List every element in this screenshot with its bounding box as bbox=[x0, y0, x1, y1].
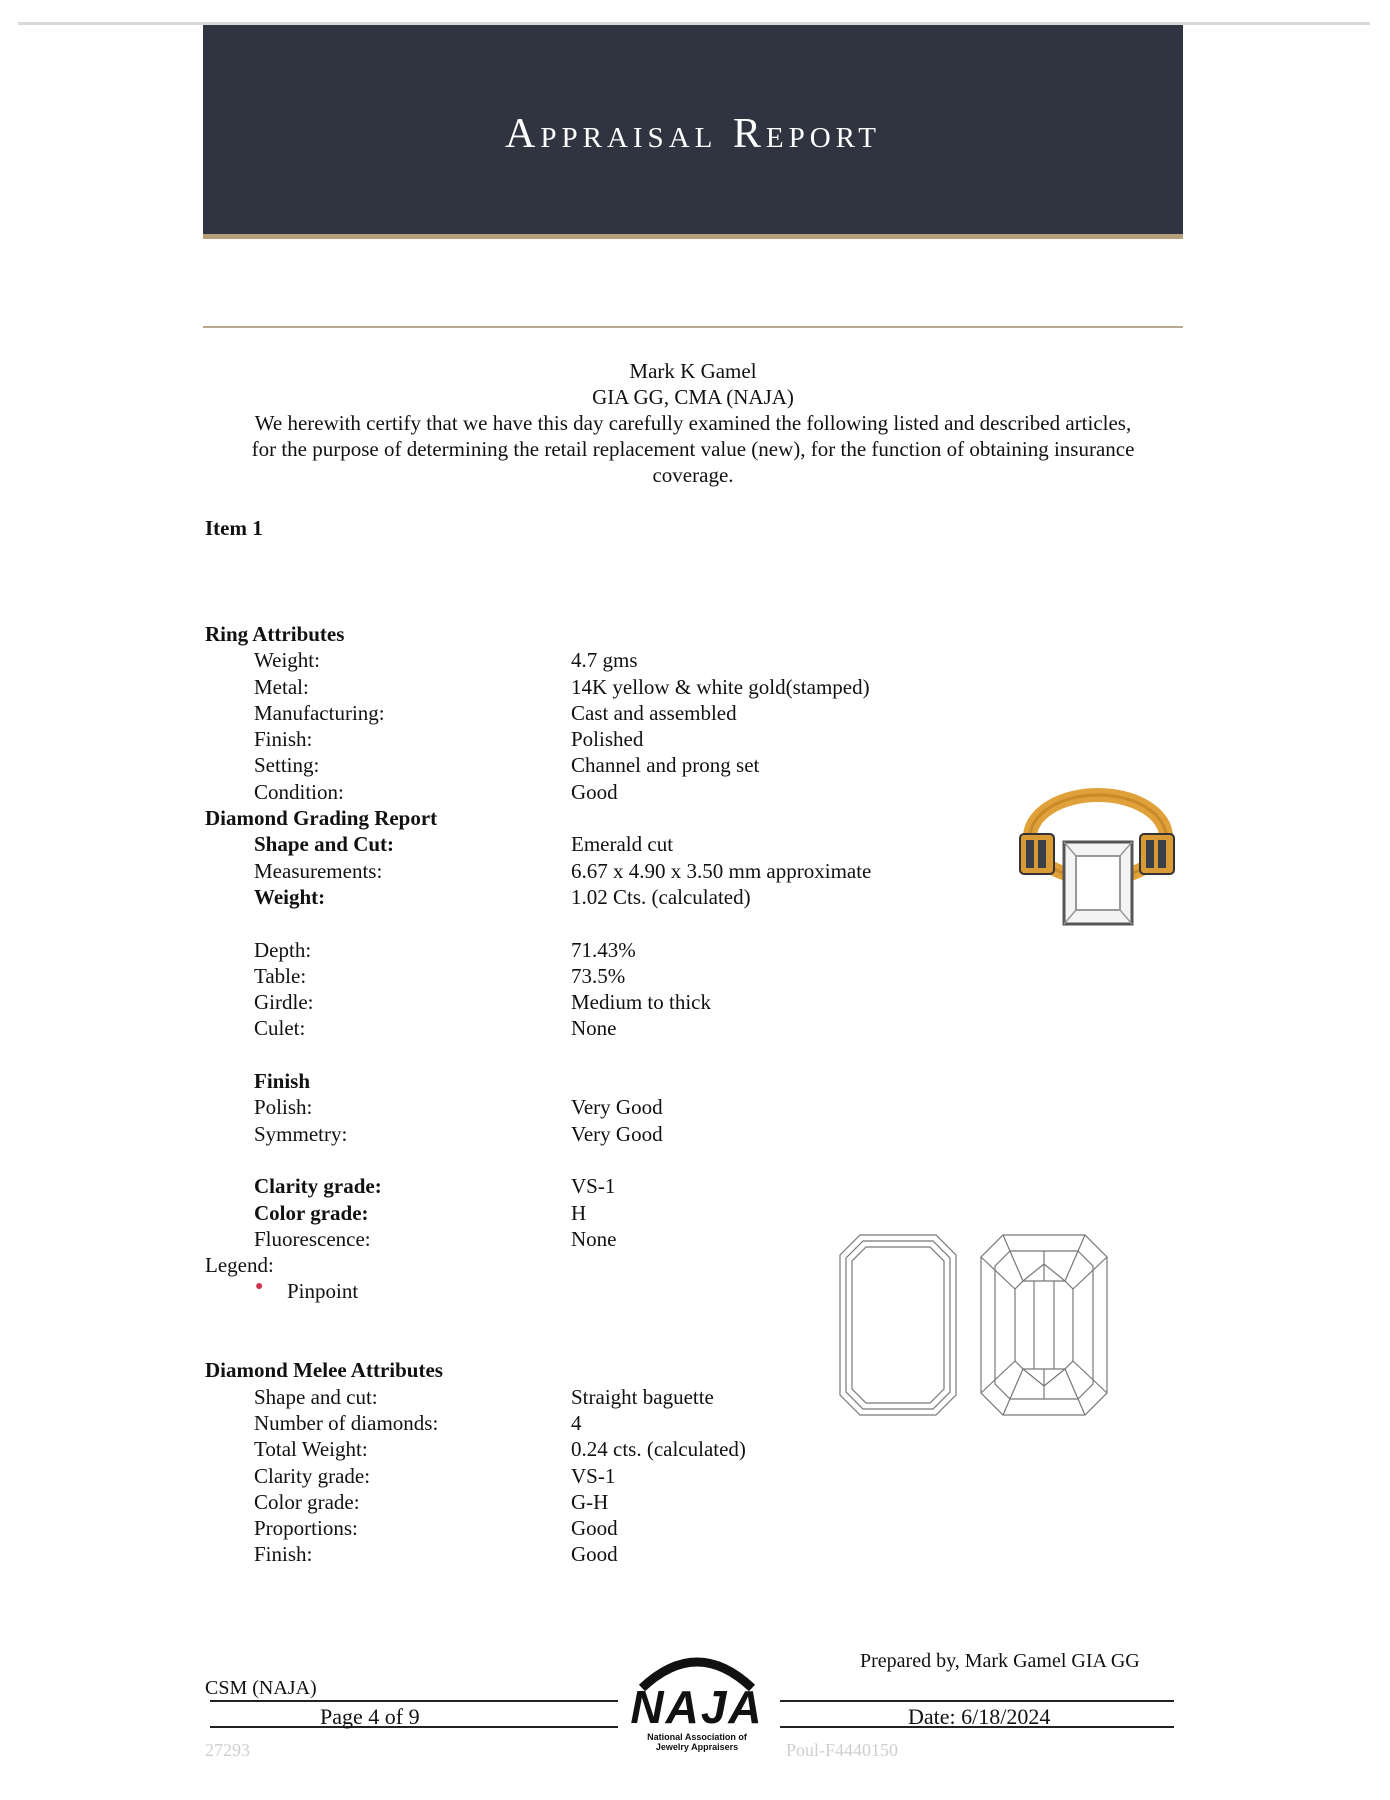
header-banner bbox=[203, 25, 1183, 239]
ring-value: Channel and prong set bbox=[571, 753, 760, 778]
ring-label: Setting: bbox=[254, 753, 320, 778]
ring-label: Condition: bbox=[254, 779, 344, 804]
depth-label: Depth: bbox=[254, 937, 312, 962]
melee-value: Good bbox=[571, 1516, 618, 1541]
melee-label: Total Weight: bbox=[254, 1437, 368, 1462]
measurements-label: Measurements: bbox=[254, 858, 383, 883]
diamond-heading: Diamond Grading Report bbox=[205, 806, 438, 831]
fluorescence-label: Fluorescence: bbox=[254, 1226, 371, 1251]
girdle-label: Girdle: bbox=[254, 990, 314, 1015]
melee-label: Finish: bbox=[254, 1542, 313, 1567]
signature-line bbox=[210, 1700, 618, 1702]
melee-value: G-H bbox=[571, 1489, 609, 1514]
ring-value: 4.7 gms bbox=[571, 648, 638, 673]
symmetry-label: Symmetry: bbox=[254, 1121, 348, 1146]
report-title: Appraisal Report bbox=[505, 110, 881, 157]
culet-label: Culet: bbox=[254, 1016, 306, 1041]
appraiser-credentials: GIA GG, CMA (NAJA) bbox=[592, 385, 794, 409]
ring-label: Weight: bbox=[254, 648, 320, 673]
melee-heading: Diamond Melee Attributes bbox=[205, 1358, 443, 1383]
melee-row bbox=[205, 1463, 1005, 1489]
ring-label: Manufacturing: bbox=[254, 700, 385, 725]
reference-number-right: Poul-F4440150 bbox=[786, 1740, 899, 1760]
page-number: Page 4 of 9 bbox=[320, 1704, 420, 1729]
naja-logo-word: NAJA bbox=[630, 1681, 764, 1733]
report-date: Date: 6/18/2024 bbox=[908, 1704, 1051, 1729]
legend-label: Legend: bbox=[205, 1253, 274, 1278]
polish-label: Polish: bbox=[254, 1095, 313, 1120]
prepared-by: Prepared by, Mark Gamel GIA GG bbox=[860, 1650, 1140, 1672]
naja-subtitle-line: Jewelry Appraisers bbox=[655, 1742, 739, 1752]
melee-label: Proportions: bbox=[254, 1516, 358, 1541]
table-value: 73.5% bbox=[571, 963, 626, 988]
ring-value: Good bbox=[571, 779, 618, 804]
finish-heading: Finish bbox=[254, 1069, 311, 1094]
melee-value: 0.24 cts. (calculated) bbox=[571, 1437, 746, 1462]
legend-item: Pinpoint bbox=[287, 1279, 359, 1304]
attributes-list bbox=[205, 621, 1005, 1568]
ring-row bbox=[205, 752, 1005, 778]
melee-value: VS-1 bbox=[571, 1463, 616, 1488]
culet-value: None bbox=[571, 1016, 617, 1041]
melee-row bbox=[205, 1515, 1005, 1541]
table-label: Table: bbox=[254, 963, 307, 988]
weight-label: Weight: bbox=[254, 884, 326, 909]
color-value: H bbox=[571, 1200, 587, 1225]
ring-value: 14K yellow & white gold(stamped) bbox=[571, 674, 870, 699]
melee-row bbox=[205, 1489, 1005, 1515]
measurements-value: 6.67 x 4.90 x 3.50 mm approximate bbox=[571, 858, 872, 883]
melee-value: Straight baguette bbox=[571, 1384, 714, 1409]
reference-number-left: 27293 bbox=[205, 1740, 250, 1760]
csm-label: CSM (NAJA) bbox=[205, 1677, 317, 1699]
emerald-cut-outline-icon bbox=[840, 1235, 956, 1415]
ring-row bbox=[205, 674, 1005, 700]
color-label: Color grade: bbox=[254, 1200, 369, 1225]
girdle-value: Medium to thick bbox=[571, 990, 711, 1015]
naja-logo bbox=[622, 1642, 772, 1757]
emerald-cut-facets-icon bbox=[981, 1235, 1107, 1415]
emerald-cut-diagram bbox=[838, 1234, 1120, 1416]
melee-row bbox=[205, 1436, 1005, 1462]
ring-label: Metal: bbox=[254, 674, 309, 699]
shape-label: Shape and Cut: bbox=[254, 832, 395, 857]
melee-value: 4 bbox=[571, 1410, 582, 1435]
ring-photo bbox=[1016, 782, 1186, 932]
shape-value: Emerald cut bbox=[571, 832, 674, 857]
melee-row bbox=[205, 1541, 1005, 1567]
melee-label: Shape and cut: bbox=[254, 1384, 378, 1409]
item-label: Item 1 bbox=[205, 516, 263, 540]
weight-value: 1.02 Cts. (calculated) bbox=[571, 884, 751, 909]
ring-heading: Ring Attributes bbox=[205, 622, 345, 646]
ring-row bbox=[205, 647, 1005, 673]
melee-label: Color grade: bbox=[254, 1489, 360, 1514]
naja-subtitle-line: National Association of bbox=[647, 1732, 747, 1742]
ring-value: Polished bbox=[571, 727, 644, 752]
melee-label: Number of diamonds: bbox=[254, 1410, 439, 1435]
appraiser-block bbox=[203, 358, 1183, 488]
divider bbox=[203, 326, 1183, 328]
ring-value: Cast and assembled bbox=[571, 700, 737, 725]
ring-row bbox=[205, 726, 1005, 752]
fluorescence-value: None bbox=[571, 1226, 617, 1251]
clarity-label: Clarity grade: bbox=[254, 1174, 382, 1199]
polish-value: Very Good bbox=[571, 1095, 663, 1120]
certification-text: We herewith certify that we have this day carefully examined the following listed and described articles, for the purpose of determining the retail replacement value (new), for the function of obtaining insurance coverage. bbox=[251, 411, 1135, 487]
clarity-value: VS-1 bbox=[571, 1174, 616, 1199]
symmetry-value: Very Good bbox=[571, 1121, 663, 1146]
melee-value: Good bbox=[571, 1542, 618, 1567]
signature-line bbox=[780, 1700, 1174, 1702]
depth-value: 71.43% bbox=[571, 937, 636, 962]
pinpoint-marker-icon: ● bbox=[255, 1279, 264, 1295]
ring-row bbox=[205, 779, 1005, 805]
appraiser-name: Mark K Gamel bbox=[629, 359, 757, 383]
ring-label: Finish: bbox=[254, 727, 313, 752]
naja-logo-subtitle bbox=[622, 1732, 772, 1752]
melee-label: Clarity grade: bbox=[254, 1463, 371, 1488]
ring-row bbox=[205, 700, 1005, 726]
